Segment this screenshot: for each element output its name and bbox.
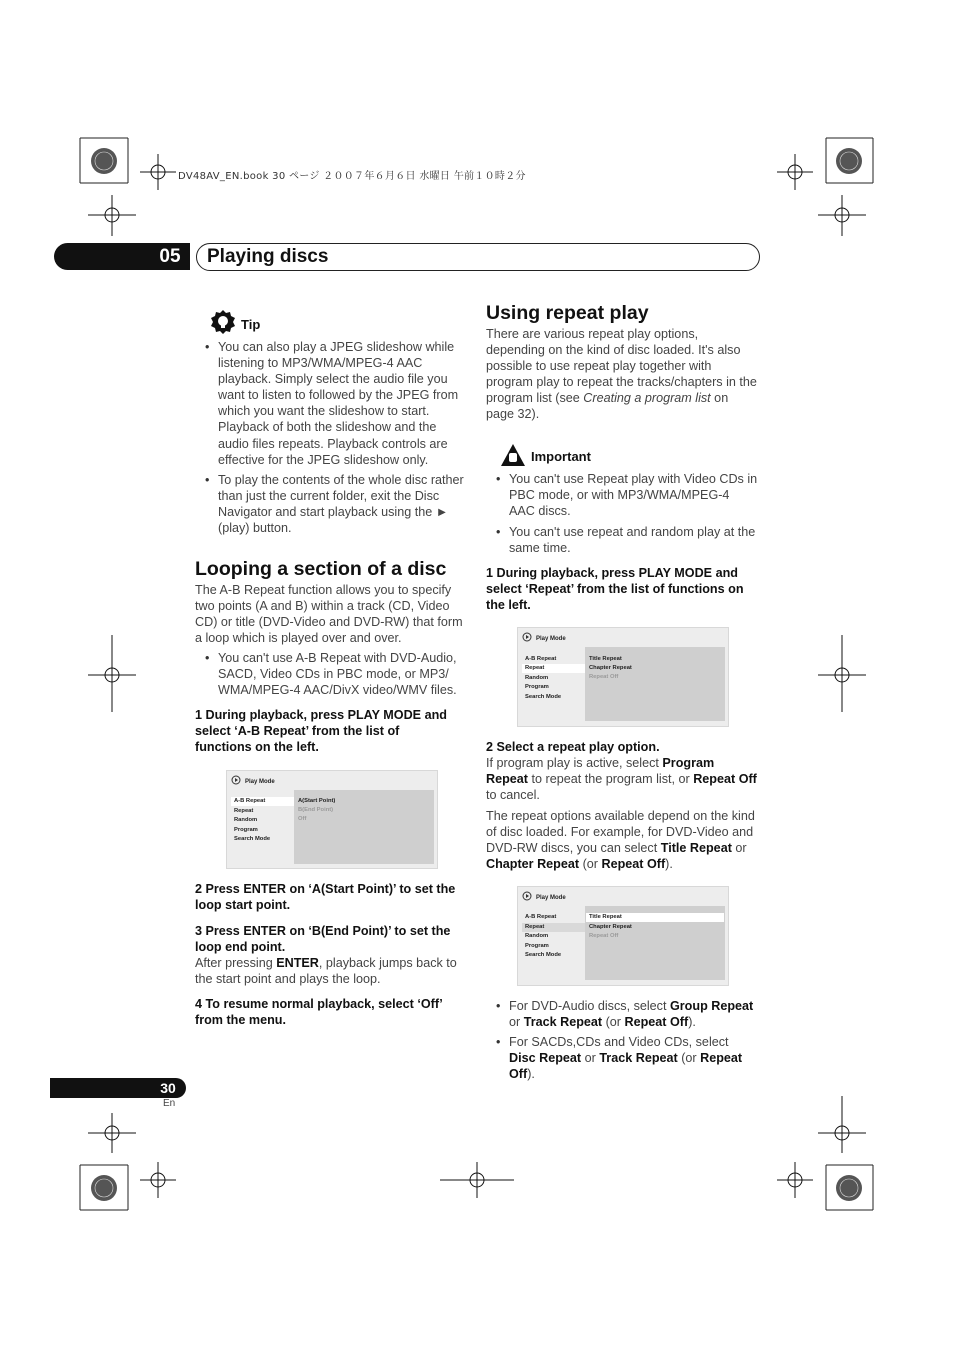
play-mode-menu-ab (226, 770, 438, 869)
warning-icon (500, 443, 526, 472)
looping-step1: 1 During playback, press PLAY MODE and select ‘A-B Repeat’ from the list of functions on the left. (195, 708, 447, 755)
dvd-audio-bullet: • For DVD-Audio discs, select Group Repeat or Track Repeat (or Repeat Off). (496, 998, 758, 1030)
menu-item-ab-repeat[interactable]: A-B Repeat (231, 797, 294, 806)
tip-icon (209, 309, 237, 340)
important-bullet: • You can't use repeat and random play at the same time. (496, 524, 758, 556)
play-mode-menu-title-repeat (517, 886, 729, 986)
option-chapter-repeat[interactable]: Chapter Repeat (589, 665, 632, 671)
tip-bullets (205, 339, 467, 536)
menu-item-random[interactable]: Random (234, 817, 258, 823)
looping-intro: The A-B Repeat function allows you to specify two points (A and B) within a track (CD, Video CD) or title (DVD-Video and DVD-RW) that form a loop which is played over and over. (195, 583, 463, 646)
option-repeat-off[interactable]: Repeat Off (589, 933, 619, 939)
menu-item-random[interactable]: Random (525, 933, 549, 939)
menu-item-search-mode[interactable]: Search Mode (525, 694, 562, 700)
menu-item-repeat[interactable]: Repeat (234, 808, 254, 814)
play-mode-icon (231, 775, 243, 785)
repeat-intro: There are various repeat play options, depending on the kind of disc loaded. It's also possible to use repeat play together with program play to repeat the tracks/chapters in the program list (see Creating a program list on page 32). (486, 327, 757, 422)
menu-item-ab-repeat[interactable]: A-B Repeat (525, 914, 557, 920)
option-repeat-off[interactable]: Repeat Off (589, 674, 619, 680)
menu-item-random[interactable]: Random (525, 675, 549, 681)
menu-title: Play Mode (536, 636, 566, 642)
tip-bullet: • You can also play a JPEG slideshow while listening to MP3/WMA/MPEG-4 AAC playback. Simply select the audio file you want to listen to followed by the JPEG from which you want the slideshow to start. Playback of both the slideshow and the audio files repeats. Playback controls are effective for the JPEG slideshow only. (205, 339, 467, 468)
menu-item-ab-repeat[interactable]: A-B Repeat (525, 656, 557, 662)
menu-item-program[interactable]: Program (234, 827, 258, 833)
looping-step3-note: After pressing ENTER, playback jumps back to the start point and plays the loop. (195, 956, 457, 987)
important-bullet: • You can't use Repeat play with Video CDs in PBC mode, or with MP3/WMA/MPEG-4 AAC discs. (496, 471, 758, 519)
repeat-step2: 2 Select a repeat play option. (486, 740, 660, 754)
repeat-step1: 1 During playback, press PLAY MODE and select ‘Repeat’ from the list of functions on the left. (486, 566, 744, 613)
sacd-cd-bullet: • For SACDs,CDs and Video CDs, select Disc Repeat or Track Repeat (or Repeat Off). (496, 1034, 758, 1082)
page-number: 30 (160, 1080, 176, 1096)
looping-bullet: • You can't use A-B Repeat with DVD-Audio, SACD, Video CDs in PBC mode, or MP3/ WMA/MPEG-4 AAC/DivX video/WMV files. (205, 650, 480, 698)
tip-label: Tip (241, 317, 261, 332)
option-off[interactable]: Off (298, 816, 307, 822)
language-code: En (163, 1098, 176, 1109)
repeat-options-paragraph: The repeat options available depend on the kind of disc loaded. For example, for DVD-Video and DVD-RW discs, you can select Title Repeat or Chapter Repeat (or Repeat Off). (486, 809, 755, 872)
disc-type-bullets (496, 998, 758, 1082)
looping-step2: 2 Press ENTER on ‘A(Start Point)’ to set the loop start point. (195, 882, 456, 913)
menu-item-search-mode[interactable]: Search Mode (234, 836, 271, 842)
menu-title: Play Mode (536, 895, 566, 901)
repeat-heading: Using repeat play (486, 302, 649, 324)
looping-heading: Looping a section of a disc (195, 558, 447, 580)
option-title-repeat[interactable]: Title Repeat (589, 656, 622, 662)
looping-step4: 4 To resume normal playback, select ‘Off’ from the menu. (195, 997, 443, 1028)
important-label: Important (531, 449, 591, 464)
looping-step3: 3 Press ENTER on ‘B(End Point)’ to set the loop end point. (195, 924, 451, 955)
tip-bullet: • To play the contents of the whole disc rather than just the current folder, exit the Disc Navigator and start playback using the ► (play) button. (205, 472, 467, 536)
menu-item-repeat[interactable]: Repeat (522, 923, 585, 932)
chapter-number: 05 (159, 246, 181, 267)
play-mode-menu-repeat (517, 627, 729, 727)
option-b-end[interactable]: B(End Point) (298, 807, 334, 813)
menu-item-program[interactable]: Program (525, 943, 549, 949)
menu-item-search-mode[interactable]: Search Mode (525, 952, 562, 958)
menu-item-program[interactable]: Program (525, 684, 549, 690)
option-chapter-repeat[interactable]: Chapter Repeat (589, 924, 632, 930)
menu-item-repeat[interactable]: Repeat (522, 664, 585, 673)
play-mode-icon (522, 891, 534, 901)
chapter-title: Playing discs (207, 246, 329, 267)
option-a-start[interactable]: A(Start Point) (298, 798, 336, 804)
option-title-repeat[interactable]: Title Repeat (586, 913, 724, 922)
important-bullets (496, 471, 758, 556)
play-mode-icon (522, 632, 534, 642)
print-header-info: DV48AV_EN.book 30 ページ ２００７年６月６日 水曜日 午前１０時２分 (178, 171, 526, 182)
menu-title: Play Mode (245, 779, 275, 785)
repeat-step2-note: If program play is active, select Program Repeat to repeat the program list, or Repeat Off to cancel. (486, 756, 757, 803)
